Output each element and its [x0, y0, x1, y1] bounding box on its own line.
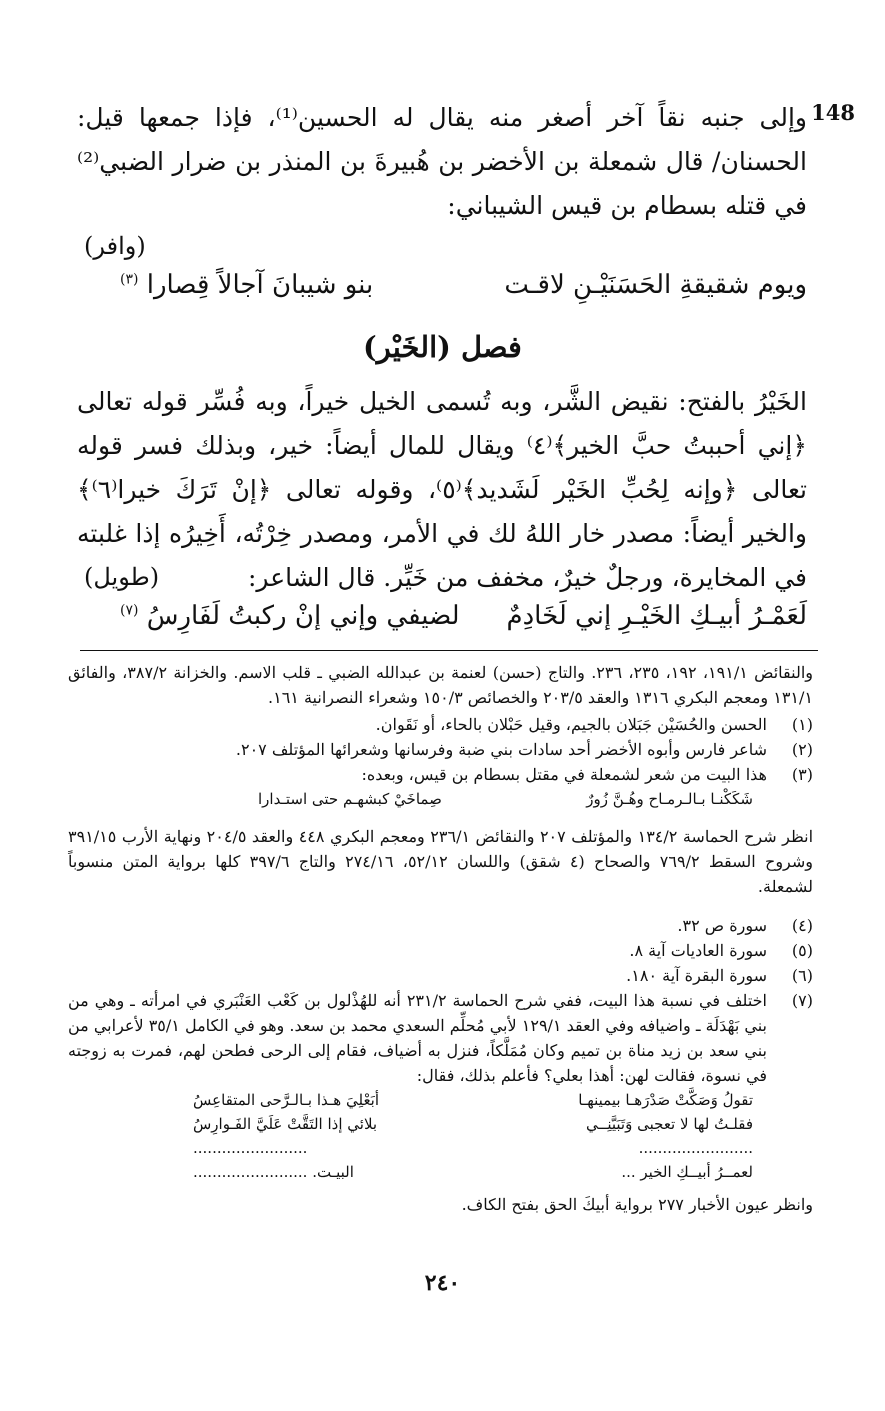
footnote-4 — [68, 913, 813, 938]
poem-row — [193, 1112, 753, 1136]
meter-label-tawil: (طويل) — [84, 563, 160, 591]
verse-1-second-text: بنو شيبانَ آجالاً قِصارا — [146, 270, 374, 300]
main-paragraph-1: وإلى جنبه نقاً آخر أصغر منه يقال له الحسين⁽¹⁾، فإذا جمعها قيل: الحسنان/ قال شمعلة بن الأخضر بن هُبيرةَ بن المنذر بن ضرار الضبي⁽²⁾ في قتله بسطام بن قيس الشيباني: — [77, 103, 807, 220]
footnote-marker-3: (٣) — [120, 271, 139, 288]
footnote-2 — [68, 737, 813, 762]
footnote-1 — [68, 712, 813, 737]
footnote-3-verse — [68, 787, 813, 812]
verse-1-second-hemistich — [120, 270, 373, 300]
footnotes-block-2 — [68, 913, 813, 1217]
footnote-marker-7: (٧) — [120, 602, 139, 619]
verse-1 — [120, 270, 807, 300]
poem-row — [193, 1136, 753, 1160]
footnote-7-end: وانظر عيون الأخبار ٢٧٧ برواية أبيكَ الحق بفتح الكاف. — [461, 1195, 813, 1214]
footnote-number: (٦) — [791, 966, 813, 985]
verse-2-second-text: لضيفي وإني إنْ ركبتُ لَفَارِسُ — [146, 601, 460, 631]
line-number: 148 — [811, 100, 855, 125]
poem-row — [193, 1160, 753, 1184]
footnote-3 — [68, 762, 813, 787]
poem-second-hemistich: أبَعْلِيَ هـذا بـالـرَّحى المتقاعِسُ — [193, 1091, 380, 1109]
footnote-text: سورة العاديات آية ٨. — [629, 941, 767, 960]
footnote-number: (١) — [791, 715, 813, 734]
verse-2 — [120, 601, 807, 631]
footnote-divider — [80, 650, 818, 651]
footnotes-block-1 — [68, 712, 813, 899]
footnote-text: هذا البيت من شعر لشمعلة في مقتل بسطام بن قيس، وبعده: — [361, 765, 767, 784]
chapter-title: فصل (الخَيْر) — [363, 330, 522, 364]
footnote-5 — [68, 938, 813, 963]
verse-2-second-hemistich — [120, 601, 460, 631]
footnote-3-verse-first: شَكَكْنـا بـالـرمـاح وهُـنَّ زُورٌ — [586, 790, 753, 808]
verse-1-first-hemistich: ويوم شقيقةِ الحَسَنَيْـنِ لاقـت — [504, 270, 807, 300]
poem-first-hemistich: لعمــرُ أبيــكِ الخير ... — [621, 1163, 753, 1181]
footnote-number: (٣) — [791, 765, 813, 784]
verse-2-first-hemistich: لَعَمْـرُ أبيـكِ الخَيْـرِ إني لَخَادِمٌ — [506, 601, 807, 631]
poem-second-hemistich: البيـت. ........................ — [193, 1163, 354, 1181]
footnote-6 — [68, 963, 813, 988]
poem-first-hemistich: فقلـتُ لها لا تعجبى وَتَبَيَّنِــي — [586, 1115, 753, 1133]
footnote-text: سورة ص ٣٢. — [677, 916, 767, 935]
footnote-sources: والنقائض ١٩١/١، ١٩٢، ٢٣٥، ٢٣٦. والتاج (حسن) لعنمة بن عبدالله الضبي ـ قلب الاسم. والخزانة ٣٨٧/٢، والفائق ١٣١/١ ومعجم البكري ١٣١٦ والعقد ٢٠٣/٥ والخصائص ١٥٠/٣ وشعراء النصرانية ١٦١. — [68, 663, 814, 707]
meter-label-wafir: (وافر) — [84, 232, 146, 260]
poem-first-hemistich: ........................ — [638, 1139, 753, 1157]
footnote-text: اختلف في نسبة هذا البيت، ففي شرح الحماسة ٢٣١/٢ أنه للهُذْلول بن كَعْب العَنْبَري في امرأته ـ وهي من بني بَهْدَلَة ـ واضيافه وفي العقد ١٢٩/١ لأبي مُحلِّم السعدي محمد بن سعد. وهو في الكامل ٣٥/١ لأعرابي من بني سعد بن زيد مناة بن تميم وكان مُمَلَّكاً، فنزل به أضياف، فقام إلى الرحى فطحن لهم، فمرت به زوجته في نسوة، فقالت لهن: أهذا بعلي؟ فأعلم بذلك، فقال: — [68, 991, 768, 1085]
footnote-3-verse-second: صِماخَيْ كبشهـم حتى استـدارا — [258, 790, 442, 808]
poem-row — [193, 1088, 753, 1112]
poem-first-hemistich: تقولُ وَصَكَّتْ صَدْرَهـا بيمينهـا — [578, 1091, 753, 1109]
footnote-7-poem — [193, 1088, 753, 1184]
footnote-number: (٢) — [791, 740, 813, 759]
poem-second-hemistich: بلائي إذا التَقَّتْ عَلَيَّ الفَـوارِسُ — [193, 1115, 378, 1133]
poem-second-hemistich: ........................ — [193, 1139, 308, 1157]
footnote-text: الحسن والحُسَيْن جَبَلان بالجيم، وقيل حَبْلان بالحاء، أو نَقَوان. — [375, 715, 767, 734]
footnote-text: سورة البقرة آية ١٨٠. — [626, 966, 767, 985]
footnote-number: (٥) — [791, 941, 813, 960]
footnote-number: (٧) — [791, 991, 813, 1010]
footnote-7 — [68, 988, 813, 1088]
footnote-text: شاعر فارس وأبوه الأخضر أحد سادات بني ضبة وفرسانها وشعرائها المؤتلف ٢٠٧. — [235, 740, 767, 759]
footnote-3-references: انظر شرح الحماسة ١٣٤/٢ والمؤتلف ٢٠٧ والنقائض ٢٣٦/١ ومعجم البكري ٤٤٨ والعقد ٢٠٤/٥ ونهاية الأرب ٣٩١/١٥ وشروح السقط ٧٦٩/٢ والصحاح (٤ شقق) واللسان ٥٢/١٢، ٢٧٤/١٦ والتاج ٣٩٧/٦ كلها برواية المتن منسوباً لشمعلة. — [68, 827, 814, 896]
footnote-number: (٤) — [791, 916, 813, 935]
page-number: ٢٤٠ — [424, 1270, 461, 1296]
main-paragraph-2: الخَيْرُ بالفتح: نقيض الشَّر، وبه تُسمى الخيل خيراً، وبه فُسِّر قوله تعالى ﴿إني أحببتُ حبَّ الخير﴾⁽٤⁾ ويقال للمال أيضاً: خير، وبذلك فسر قوله تعالى ﴿وإنه لِحُبِّ الخَيْر لَشَديد﴾⁽٥⁾، وقوله تعالى ﴿إنْ تَرَكَ خيرا⁽٦⁾﴾ والخير أيضاً: مصدر خار اللهُ لك في الأمر، ومصدر خِرْتُه، أَخِيرُه إذا غلبته في المخايرة، ورجلٌ خيرٌ، مخفف من خَيِّر. قال الشاعر: — [77, 387, 807, 592]
